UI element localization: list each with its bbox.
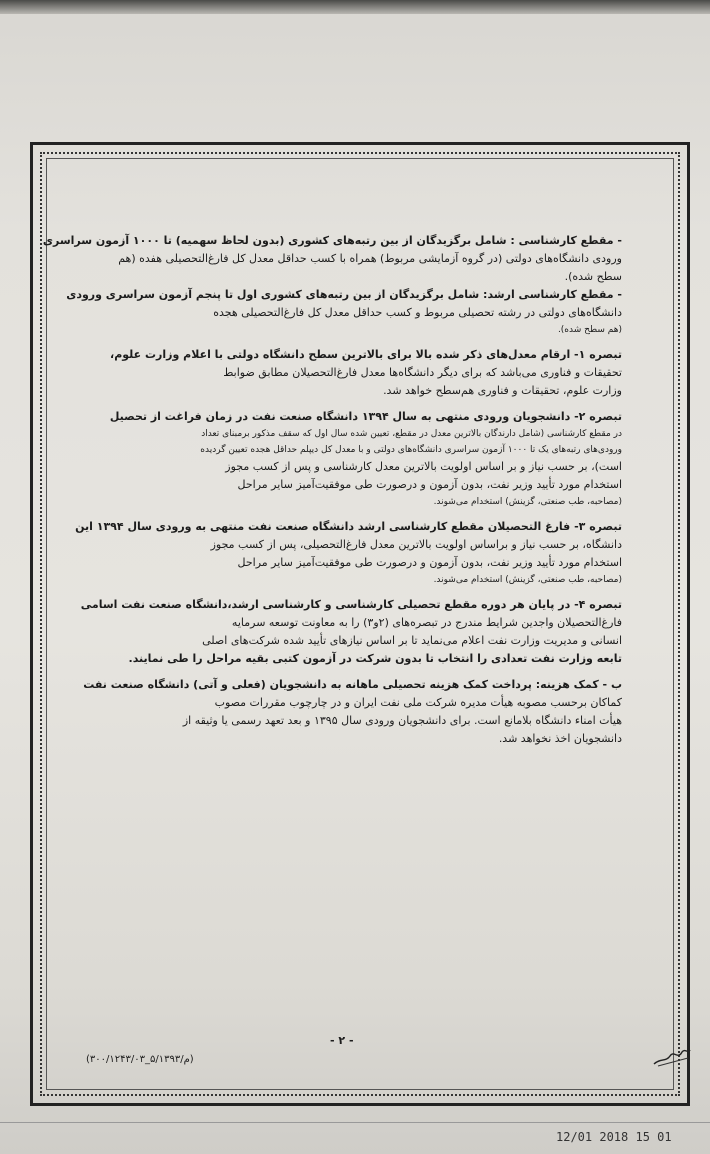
section-stipend — [70, 676, 622, 748]
text-line: (مصاحبه، طب صنعتی، گزینش) استخدام می‌شوند. — [433, 575, 622, 585]
note-4 — [70, 596, 622, 668]
text-line: است)، بر حسب نیاز و بر اساس اولویت بالاترین معدل کارشناسی و پس از کسب مجوز — [225, 460, 622, 473]
text-line: (مصاحبه، طب صنعتی، گزینش) استخدام می‌شوند. — [433, 497, 622, 507]
text-line: تابعه وزارت نفت تعدادی را انتخاب تا بدون شرکت در آزمون کتبی بقیه مراحل را طی نمایند. — [128, 652, 622, 665]
text-line: ورودی‌های رتبه‌های یک تا ۱۰۰۰ آزمون سراسری دانشگاه‌های دولتی و با معدل کل دیپلم حداقل هجده تعیین گردیده — [200, 445, 622, 455]
text-line: تحقیقات و فناوری می‌باشد که برای دیگر دانشگاه‌ها معدل فارغ‌التحصیلان مطابق ضوابط — [223, 366, 622, 379]
photo-datestamp: 12/01 2018 15 01 — [556, 1130, 672, 1144]
text-line: تبصره ۳- فارغ التحصیلان مقطع کارشناسی ارشد دانشگاه صنعت نفت منتهی به ورودی سال ۱۳۹۴ این — [75, 520, 622, 533]
page-number: - ۲ - — [330, 1034, 354, 1047]
text-line: - مقطع کارشناسی : شامل برگزیدگان از بین رتبه‌های کشوری (بدون لحاظ سهمیه) تا ۱۰۰۰ آزمون سراسری — [42, 234, 622, 247]
document-body — [42, 232, 622, 748]
text-line: (هم سطح شده). — [557, 325, 622, 335]
page-edge — [0, 1122, 710, 1123]
note-3 — [70, 518, 622, 588]
text-line: انسانی و مدیریت وزارت نفت اعلام می‌نماید تا بر اساس نیازهای تأیید شده شرکت‌های اصلی — [202, 634, 622, 647]
text-line: کماکان برحسب مصوبه هیأت مدیره شرکت ملی نفت ایران و در چارچوب مقررات مصوب — [214, 696, 622, 709]
text-line: استخدام مورد تأیید وزیر نفت، بدون آزمون و درصورت طی موفقیت‌آمیز سایر مراحل — [237, 556, 622, 569]
text-line: وزارت علوم، تحقیقات و فناوری هم‌سطح خواهد شد. — [383, 384, 622, 397]
text-line: در مقطع کارشناسی (شامل دارندگان بالاترین معدل در مقطع، تعیین شده سال اول که سقف مذکور برمبنای تعداد — [201, 429, 622, 439]
text-line: فارغ‌التحصیلان واجدین شرایط مندرج در تبصره‌های (۲و۳) را به معاونت توسعه سرمایه — [231, 616, 622, 629]
text-line: سطح شده). — [564, 270, 622, 283]
text-line: ب - کمک هزینه: پرداخت کمک هزینه تحصیلی ماهانه به دانشجویان (فعلی و آتی) دانشگاه صنعت نفت — [83, 678, 622, 691]
text-line: تبصره ۴- در پایان هر دوره مقطع تحصیلی کارشناسی و کارشناسی ارشد،دانشگاه صنعت نفت اسامی — [80, 598, 622, 611]
text-line: تبصره ۱- ارقام معدل‌های ذکر شده بالا برای بالاترین سطح دانشگاه دولتی با اعلام وزارت علوم، — [110, 348, 622, 361]
reference-code: (۳۰۰/۱۲۴۳/۰۳_م/۵/۱۳۹۳) — [86, 1054, 194, 1065]
text-line: دانشجویان اخذ نخواهد شد. — [498, 732, 622, 745]
text-line: - مقطع کارشناسی ارشد: شامل برگزیدگان از بین رتبه‌های کشوری اول تا پنجم آزمون سراسری ورودی — [66, 288, 622, 301]
signature-icon — [652, 1040, 692, 1070]
text-line: ورودی دانشگاه‌های دولتی (در گروه آزمایشی مربوط) همراه با کسب حداقل معدل کل فارغ‌التحصیلی هفده (هم — [118, 252, 622, 265]
text-line: هیأت امناء دانشگاه بلامانع است. برای دانشجویان ورودی سال ۱۳۹۵ و بعد تعهد رسمی یا وثیقه از — [182, 714, 622, 727]
text-line: تبصره ۲- دانشجویان ورودی منتهی به سال ۱۳۹۴ دانشگاه صنعت نفت در زمان فراغت از تحصیل — [109, 410, 622, 423]
text-line: دانشگاه‌های دولتی در رشته تحصیلی مربوط و کسب حداقل معدل کل فارغ‌التحصیلی هجده — [213, 306, 622, 319]
section-bachelor — [42, 232, 622, 286]
top-shadow — [0, 0, 710, 14]
text-line: دانشگاه، بر حسب نیاز و براساس اولویت بالاترین معدل فارغ‌التحصیلی، پس از کسب مجوز — [210, 538, 622, 551]
text-line: استخدام مورد تأیید وزیر نفت، بدون آزمون و درصورت طی موفقیت‌آمیز سایر مراحل — [237, 478, 622, 491]
note-2 — [70, 408, 622, 510]
note-1 — [70, 346, 622, 400]
section-master — [66, 286, 622, 338]
